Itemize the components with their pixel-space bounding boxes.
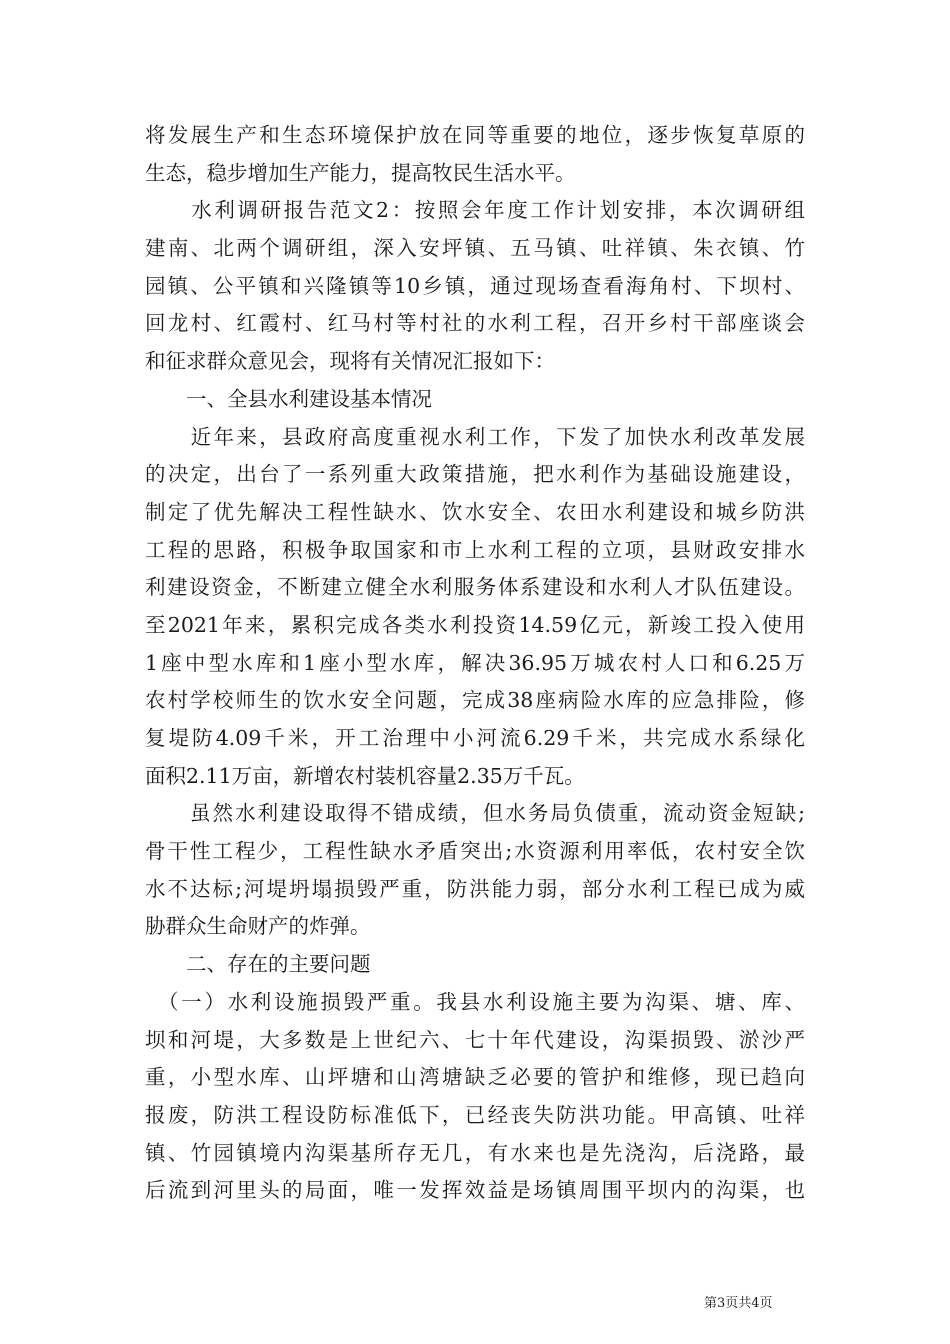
text-line: 农村学校师生的饮水安全问题，完成38座病险水库的应急排险，修	[145, 688, 805, 713]
text-line: 面积2.11万亩，新增农村装机容量2.35万千瓦。	[145, 763, 585, 788]
text-line: 水不达标;河堤坍塌损毁严重，防洪能力弱，部分水利工程已成为威	[145, 876, 805, 901]
text-line: 1座中型水库和1座小型水库，解决36.95万城农村人口和6.25万	[145, 650, 805, 675]
text-line: 虽然水利建设取得不错成绩，但水务局负债重，流动资金短缺;	[145, 801, 805, 826]
text-line: 二、存在的主要问题	[145, 952, 371, 977]
text-line: 至2021年来，累积完成各类水利投资14.59亿元，新竣工投入使用	[145, 612, 805, 637]
text-line: 一、全县水利建设基本情况	[145, 386, 432, 411]
text-line: 利建设资金，不断建立健全水利服务体系建设和水利人才队伍建设。	[145, 575, 805, 600]
text-line: 水利调研报告范文2：按照会年度工作计划安排，本次调研组	[145, 198, 805, 223]
text-line: 胁群众生命财产的炸弹。	[145, 914, 371, 939]
text-line: 骨干性工程少，工程性缺水矛盾突出;水资源利用率低，农村安全饮	[145, 839, 805, 864]
text-line: 镇、竹园镇境内沟渠基所存无几，有水来也是先浇沟，后浇路，最	[145, 1140, 805, 1165]
document-body	[145, 117, 805, 1210]
text-line: 园镇、公平镇和兴隆镇等10乡镇，通过现场查看海角村、下坝村、	[145, 273, 805, 298]
text-line: 和征求群众意见会，现将有关情况汇报如下：	[145, 349, 555, 374]
text-line: 工程的思路，积极争取国家和市上水利工程的立项，县财政安排水	[145, 537, 805, 562]
text-line: 制定了优先解决工程性缺水、饮水安全、农田水利建设和城乡防洪	[145, 499, 805, 524]
text-line: 后流到河里头的局面，唯一发挥效益是场镇周围平坝内的沟渠，也	[145, 1178, 805, 1203]
text-line: 坝和河堤，大多数是上世纪六、七十年代建设，沟渠损毁、淤沙严	[145, 1027, 805, 1052]
text-line: 近年来，县政府高度重视水利工作，下发了加快水利改革发展	[145, 424, 805, 449]
text-line: 将发展生产和生态环境保护放在同等重要的地位，逐步恢复草原的	[145, 123, 805, 147]
text-line: 回龙村、红霞村、红马村等村社的水利工程，召开乡村干部座谈会	[145, 311, 805, 336]
page-number: 第3页共4页	[704, 1296, 773, 1311]
text-line: 重，小型水库、山坪塘和山湾塘缺乏必要的管护和维修，现已趋向	[145, 1065, 805, 1090]
text-line: 的决定，出台了一系列重大政策措施，把水利作为基础设施建设，	[145, 462, 805, 487]
text-line: 报废，防洪工程设防标准低下，已经丧失防洪功能。甲高镇、吐祥	[145, 1102, 805, 1127]
text-line: （一）水利设施损毁严重。我县水利设施主要为沟渠、塘、库、	[145, 989, 805, 1014]
text-line: 建南、北两个调研组，深入安坪镇、五马镇、吐祥镇、朱衣镇、竹	[145, 236, 805, 261]
text-line: 复堤防4.09千米，开工治理中小河流6.29千米，共完成水系绿化	[145, 726, 805, 750]
text-line: 生态，稳步增加生产能力，提高牧民生活水平。	[145, 160, 576, 185]
